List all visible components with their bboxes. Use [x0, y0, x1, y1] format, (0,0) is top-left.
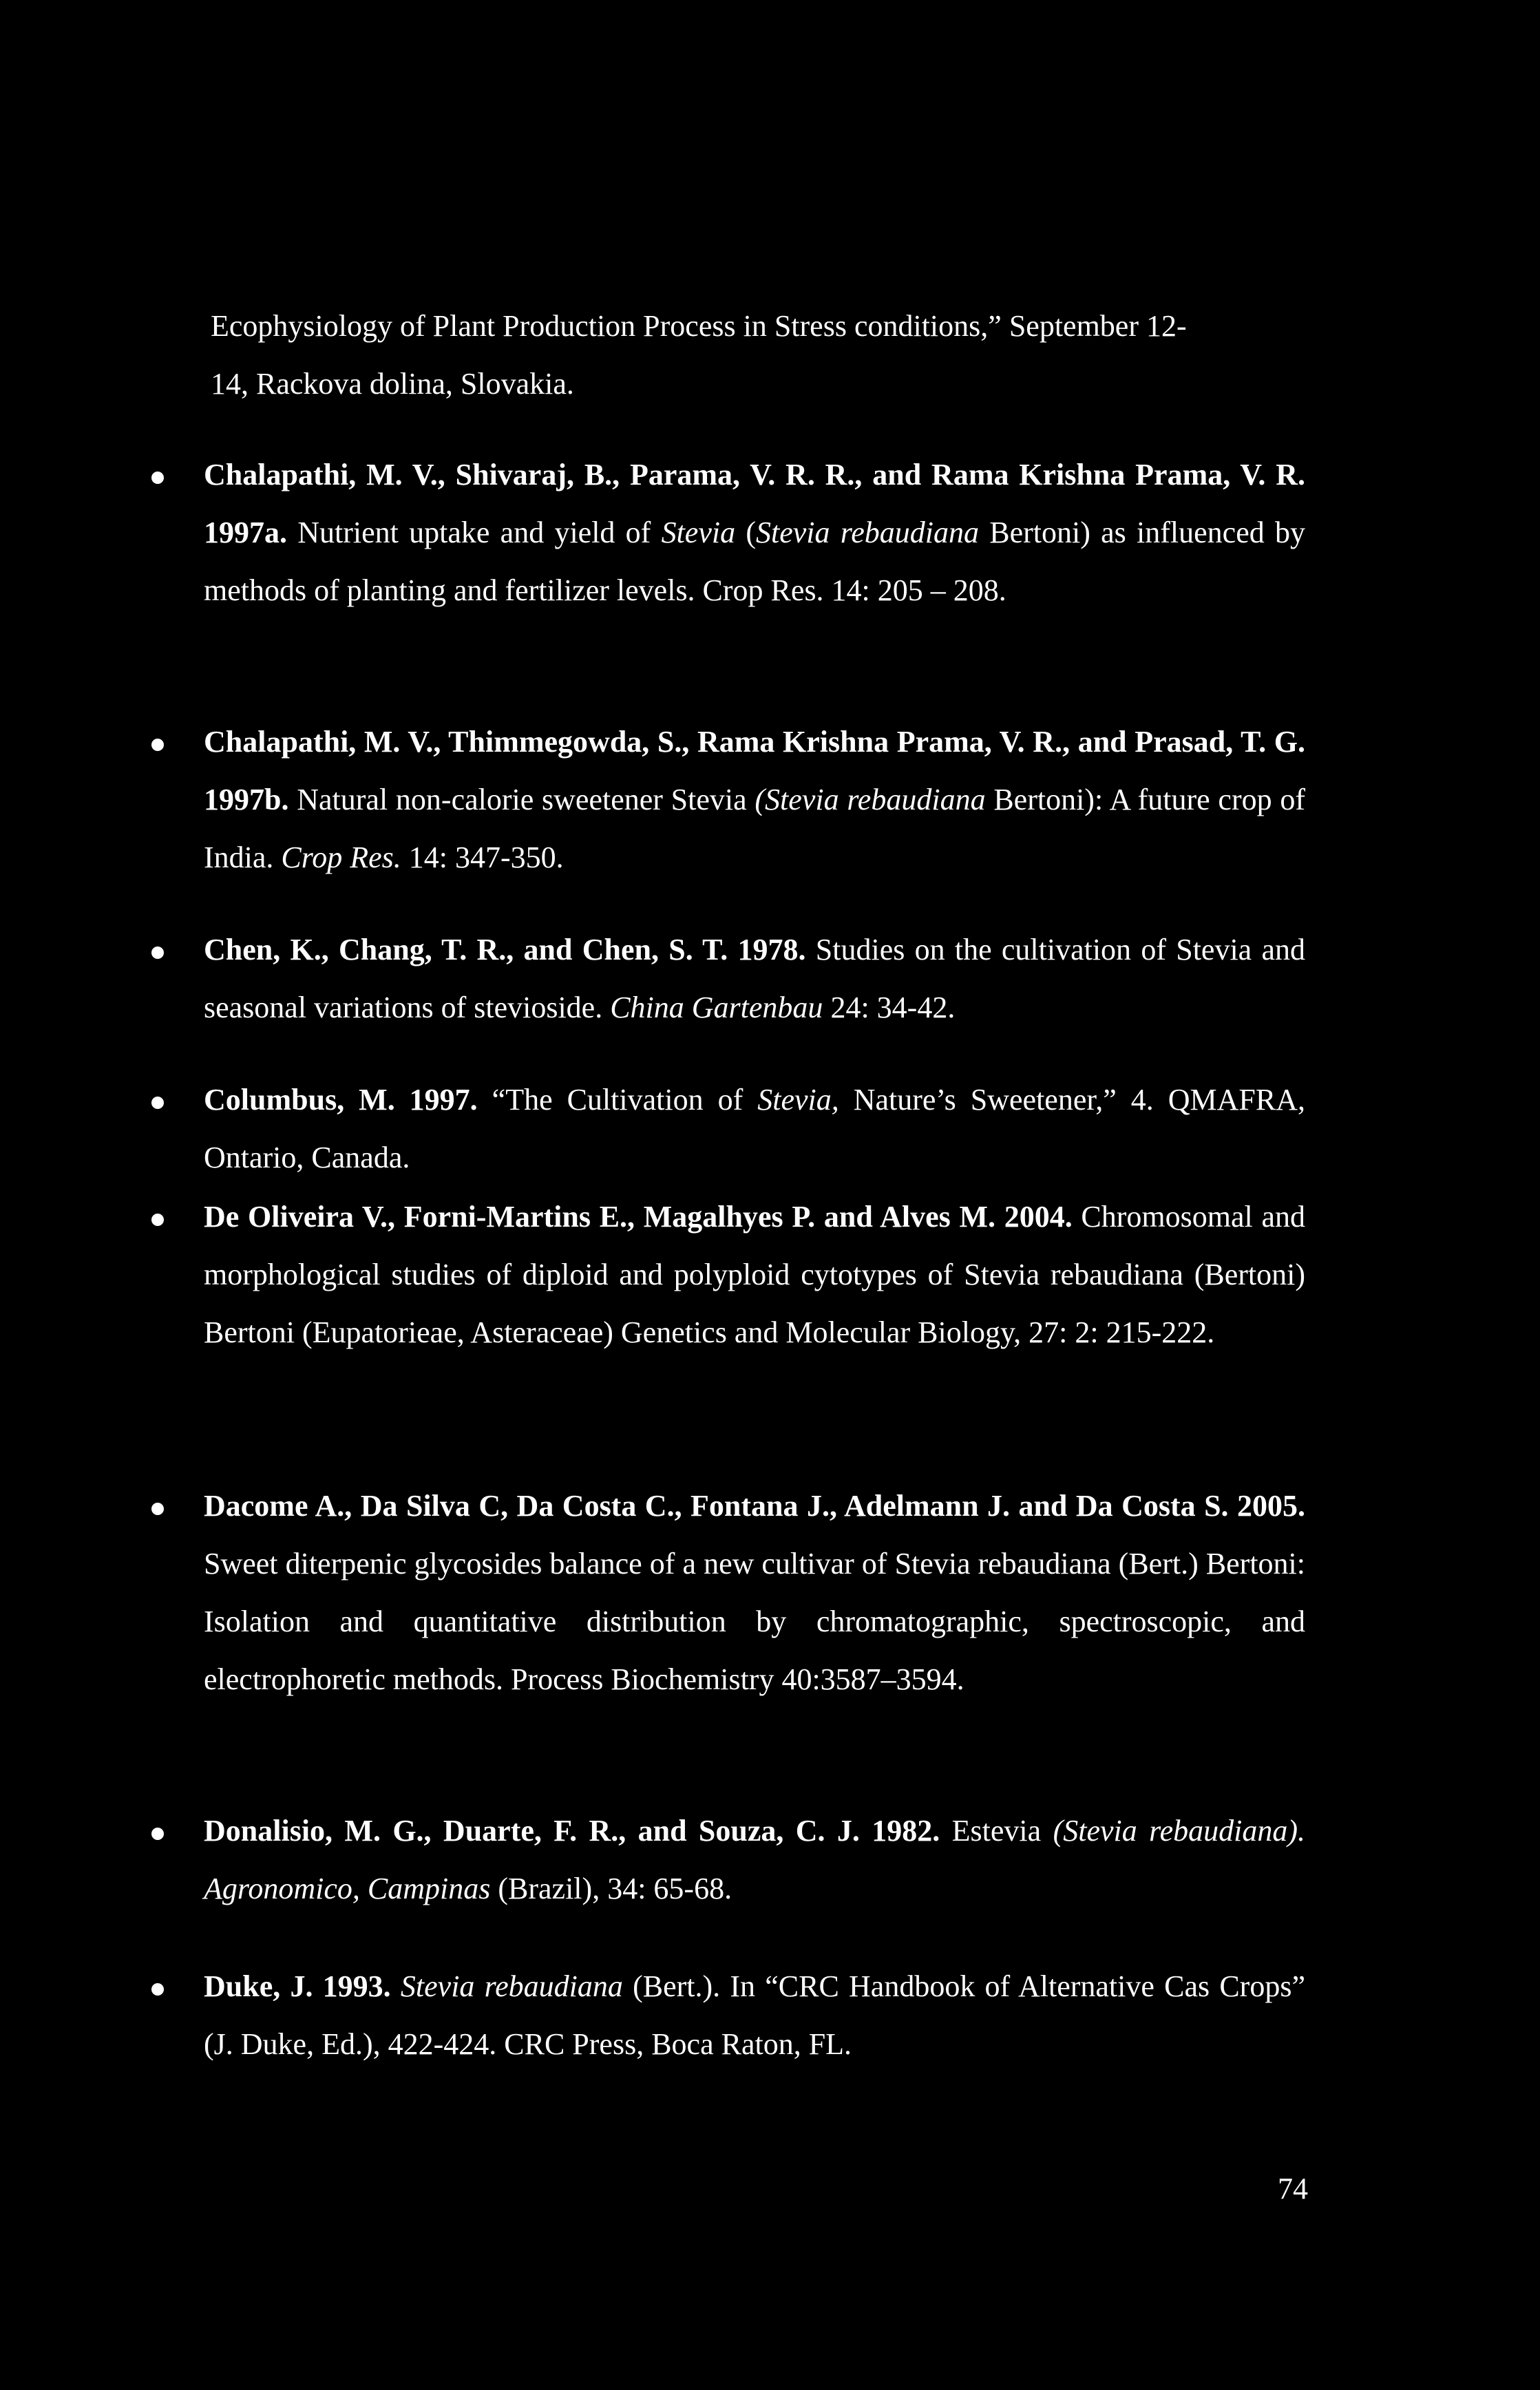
reference-italic: Stevia rebaudiana	[400, 1969, 623, 2003]
reference-text: (Bert.). In “CRC Handbook of Alternative Cas Crops” (J. Duke, Ed.), 422-424. CRC Press, Boca Raton, FL.	[204, 1969, 1305, 2061]
reference-text: (Brazil), 34: 65-68.	[490, 1872, 732, 1905]
reference-authors: Chalapathi, M. V., Shivaraj, B., Parama, V. R. R., and Rama Krishna Prama, V. R. 1997a.	[204, 458, 1305, 549]
reference-item	[204, 1958, 1305, 2073]
reference-authors: Donalisio, M. G., Duarte, F. R., and Souza, C. J. 1982.	[204, 1814, 940, 1848]
reference-item	[204, 1802, 1305, 1918]
bullet-icon	[151, 1503, 164, 1515]
reference-item	[204, 921, 1305, 1037]
bullet-icon	[151, 1214, 164, 1226]
reference-text: 24: 34-42.	[823, 991, 956, 1024]
continuation-line-2: 14, Rackova dolina, Slovakia.	[211, 367, 574, 401]
bullet-icon	[151, 739, 164, 751]
reference-authors: De Oliveira V., Forni-Martins E., Magalhyes P. and Alves M. 2004.	[204, 1200, 1073, 1234]
reference-text: 14: 347-350.	[401, 840, 564, 874]
reference-item	[204, 1071, 1305, 1187]
reference-item	[204, 1477, 1305, 1709]
reference-authors: Duke, J. 1993.	[204, 1969, 391, 2003]
reference-text: “The Cultivation of	[477, 1083, 758, 1117]
reference-text: Bertoni) as influenced by methods of planting and fertilizer levels. Crop Res. 14: 205 – 208.	[204, 516, 1305, 607]
reference-item	[204, 1188, 1305, 1362]
reference-italic: (Stevia rebaudiana). Agronomico, Campinas	[204, 1814, 1305, 1905]
reference-text: Studies on the cultivation of Stevia and seasonal variations of stevioside.	[204, 933, 1305, 1024]
reference-text: Nutrient uptake and yield of	[287, 516, 662, 549]
continuation-line-1: Ecophysiology of Plant Production Process in Stress conditions,” September 12-	[211, 309, 1187, 343]
bullet-icon	[151, 1983, 164, 1996]
reference-italic: Crop Res.	[281, 840, 401, 874]
bullet-icon	[151, 1097, 164, 1109]
reference-italic: China Gartenbau	[610, 991, 823, 1024]
reference-text: Sweet diterpenic glycosides balance of a new cultivar of Stevia rebaudiana (Bert.) Bertoni: Isolation and quantitative distribution by chromatographic, spectroscopic, and electrophoretic methods. Process Biochemistry 40:3587–3594.	[204, 1547, 1305, 1696]
reference-text: Chromosomal and morphological studies of diploid and polyploid cytotypes of Stevia rebaudiana (Bertoni) Bertoni (Eupatorieae, Asteraceae) Genetics and Molecular Biology, 27: 2: 215-222.	[204, 1200, 1305, 1349]
bullet-icon	[151, 472, 164, 484]
reference-authors: Columbus, M. 1997.	[204, 1083, 478, 1117]
reference-text: Natural non-calorie sweetener Stevia	[288, 783, 755, 816]
continuation-text	[211, 297, 1305, 413]
reference-authors: Dacome A., Da Silva C, Da Costa C., Fontana J., Adelmann J. and Da Costa S. 2005.	[204, 1489, 1305, 1523]
reference-text: Bertoni): A future crop of India.	[204, 783, 1306, 874]
reference-item	[204, 446, 1305, 620]
reference-italic: Stevia,	[757, 1083, 839, 1117]
reference-italic: Stevia rebaudiana	[756, 516, 980, 549]
reference-italic: Stevia	[661, 516, 736, 549]
bullet-icon	[151, 1828, 164, 1840]
reference-item	[204, 713, 1305, 887]
reference-text: Estevia	[940, 1814, 1053, 1848]
reference-text	[391, 1969, 401, 2003]
reference-italic: (Stevia rebaudiana	[755, 783, 986, 816]
reference-text: (	[735, 516, 756, 549]
reference-text: Nature’s Sweetener,” 4. QMAFRA, Ontario, Canada.	[204, 1083, 1305, 1174]
reference-authors: Chen, K., Chang, T. R., and Chen, S. T. 1978.	[204, 933, 806, 966]
page-number: 74	[1278, 2172, 1308, 2206]
bullet-icon	[151, 947, 164, 959]
reference-authors: Chalapathi, M. V., Thimmegowda, S., Rama Krishna Prama, V. R., and Prasad, T. G. 1997b.	[204, 725, 1305, 816]
